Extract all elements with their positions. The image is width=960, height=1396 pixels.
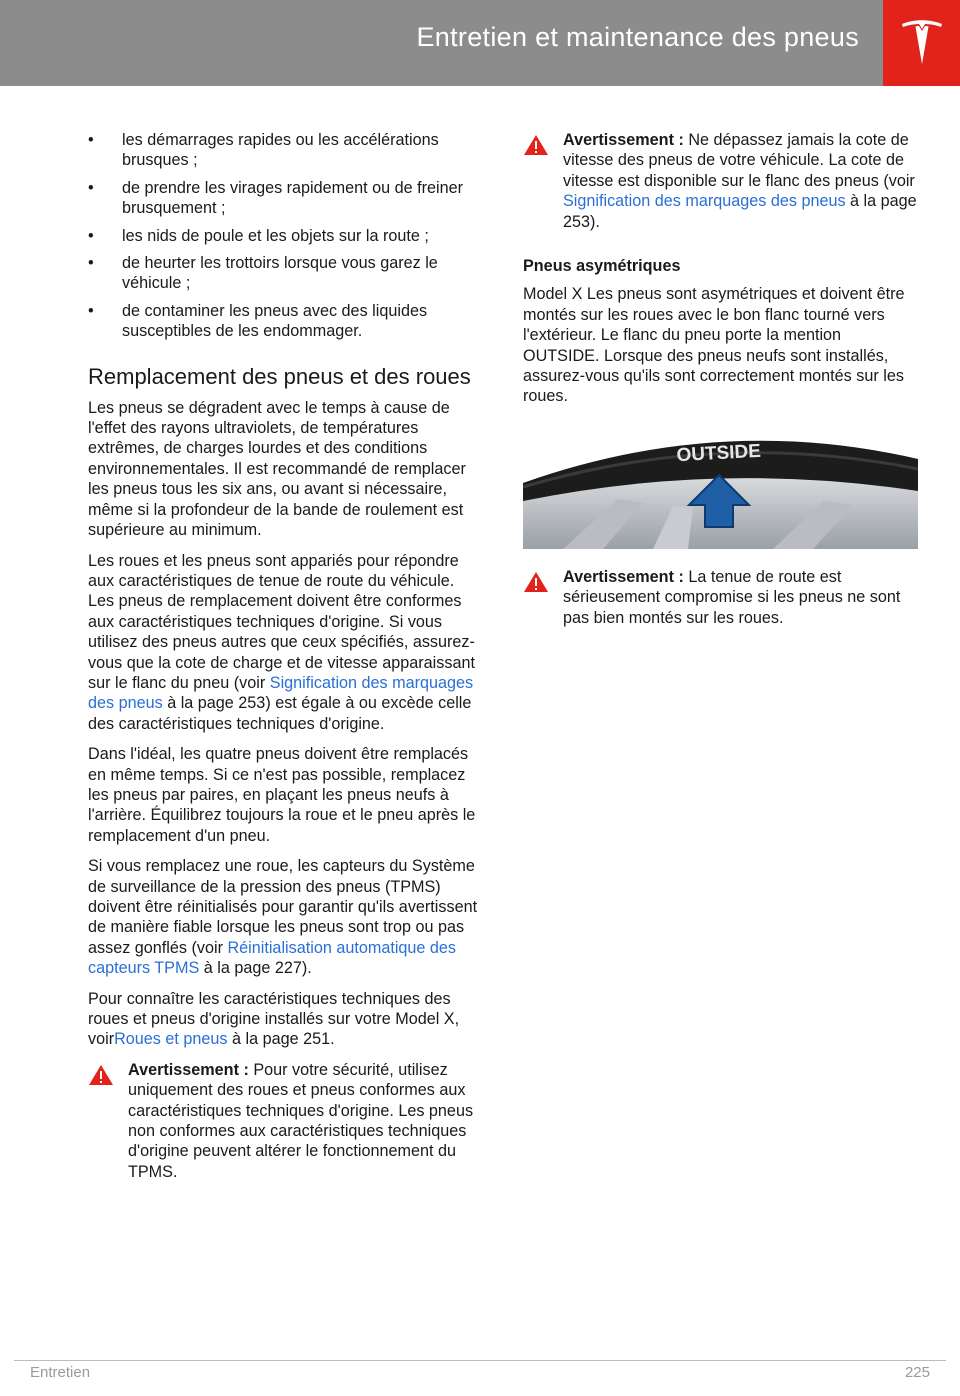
cross-reference-link[interactable]: Roues et pneus: [114, 1030, 228, 1049]
warning-note: Avertissement : Pour votre sécurité, utilisez uniquement des roues et pneus conformes aux caractéristiques techniques d'origine. Les pneus non conformes aux caractéristiques techniques d'origine peuvent altérer le fonctionnement du TPMS.: [88, 1060, 483, 1182]
subsection-heading: Pneus asymétriques: [523, 257, 681, 276]
warning-triangle-icon: [523, 134, 549, 156]
warning-label: Avertissement :: [128, 1060, 249, 1079]
paragraph: Les pneus se dégradent avec le temps à cause de l'effet des rayons ultraviolets, de températures extrêmes, de charges lourdes et des conditions environnementales. Il est recommandé de remplacer les pneus tous les six ans, ou avant si nécessaire, même si la profondeur de la bande de roulement est supérieure au minimum.: [88, 398, 466, 540]
list-item: • de contaminer les pneus avec des liquides susceptibles de les endommager.: [88, 301, 428, 341]
paragraph: Les roues et les pneus sont appariés pour répondre aux caractéristiques de tenue de route du véhicule. Les pneus de remplacement doivent être conformes aux caractéristiques techniques d'origine. Si vous utilisez des pneus autres que ceux spécifiés, assurez-vous que la cote de charge et de vitesse apparaissant sur le flanc du pneu (voir Signification des marquages des pneus à la page 253) est égale à ou excède celle des caractéristiques techniques d'origine.: [88, 551, 475, 733]
warning-note: Avertissement : Ne dépassez jamais la cote de vitesse des pneus de votre véhicule. La cote de vitesse est disponible sur le flanc des pneus (voir Signification des marquages des pneus à la page 253).: [523, 130, 918, 232]
page-title: Entretien et maintenance des pneus: [416, 22, 859, 52]
footer-section: Entretien: [30, 1364, 91, 1381]
cross-reference-link[interactable]: Signification des marquages des pneus: [563, 192, 846, 211]
page-number: 225: [904, 1364, 930, 1381]
left-column: [88, 130, 483, 1196]
warning-note: Avertissement : La tenue de route est sérieusement compromise si les pneus ne sont pas bien montés sur les roues.: [523, 567, 918, 628]
tesla-logo-icon: [900, 18, 944, 66]
warning-label: Avertissement :: [563, 567, 684, 586]
right-column: [523, 130, 918, 642]
bullet-list: [88, 130, 483, 342]
paragraph: Si vous remplacez une roue, les capteurs du Système de surveillance de la pression des pneus (TPMS) doivent être réinitialisés pour garantir qu'ils avertissent de manière fiable lorsque les pneus sont trop ou pas assez gonflés (voir Réinitialisation automatique des capteurs TPMS à la page 227).: [88, 857, 478, 978]
page-header: [0, 0, 883, 86]
paragraph: Dans l'idéal, les quatre pneus doivent être remplacés en même temps. Si ce n'est pas possible, remplacez les pneus par paires, en plaçant les pneus neufs à l'arrière. Équilibrez toujours la roue et le pneu après le remplacement d'un pneu.: [88, 745, 476, 845]
list-item: • de heurter les trottoirs lorsque vous garez le véhicule ;: [88, 254, 438, 293]
paragraph: Model X Les pneus sont asymétriques et doivent être montés sur les roues avec le bon flanc tourné vers l'extérieur. Le flanc du pneu porte la mention OUTSIDE. Lorsque des pneus neufs sont installés, assurez-vous qu'ils sont correctement montés sur les roues.: [523, 285, 905, 406]
cross-reference-link[interactable]: Signification des marquages des pneus: [88, 673, 474, 713]
tire-outside-image: [523, 421, 918, 549]
brand-logo: [883, 0, 960, 86]
warning-triangle-icon: [88, 1064, 114, 1086]
paragraph: Pour connaître les caractéristiques techniques des roues et pneus d'origine installés sur votre Model X, voirRoues et pneus à la page 251.: [88, 989, 460, 1049]
footer-divider: [14, 1360, 946, 1361]
list-item: • de prendre les virages rapidement ou de freiner brusquement ;: [88, 178, 464, 218]
tire-sidewall-text: OUTSIDE: [675, 440, 762, 467]
list-item: • les nids de poule et les objets sur la route ;: [88, 226, 429, 245]
warning-label: Avertissement :: [563, 131, 684, 149]
list-item: • les démarrages rapides ou les accélérations brusques ;: [88, 131, 439, 170]
section-heading: Remplacement des pneus et des roues: [88, 363, 471, 389]
cross-reference-link[interactable]: Réinitialisation automatique des capteurs TPMS: [88, 938, 457, 978]
warning-triangle-icon: [523, 571, 549, 593]
